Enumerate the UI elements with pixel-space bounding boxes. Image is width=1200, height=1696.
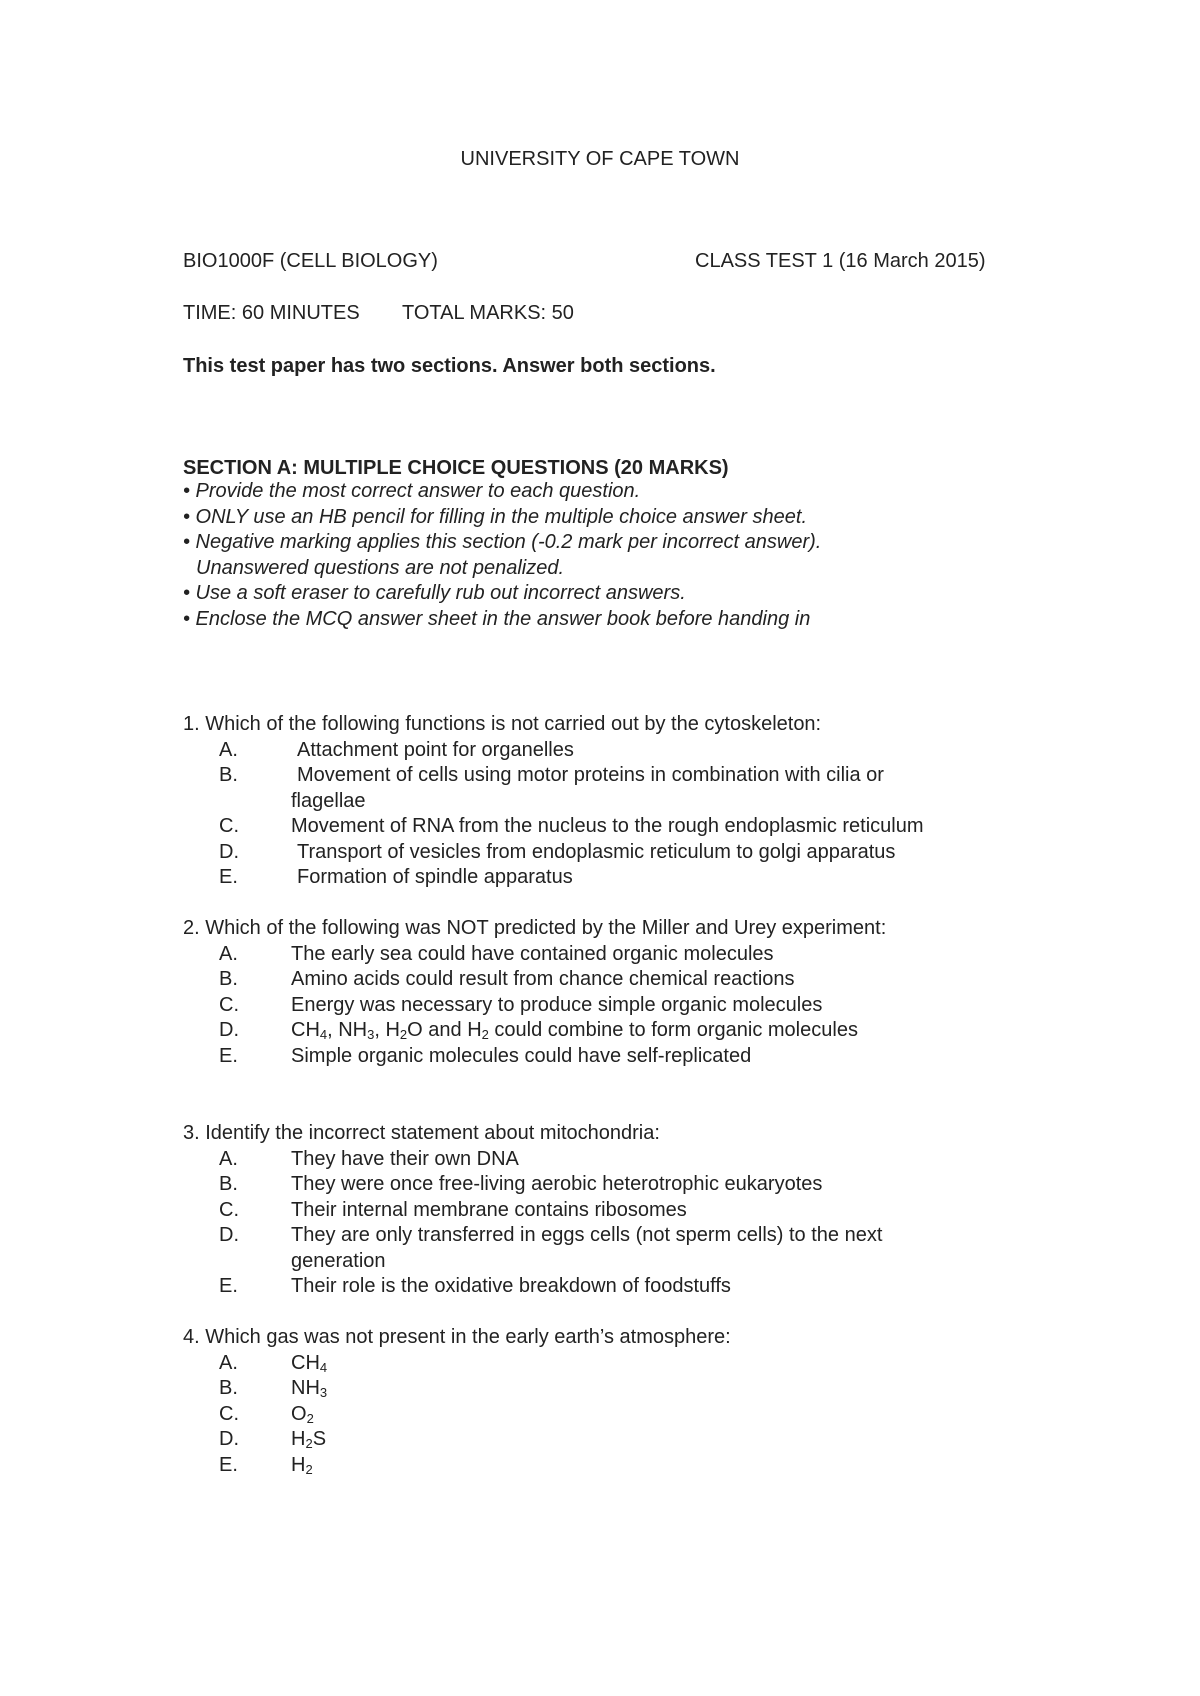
question-1	[183, 712, 1083, 891]
answer-option	[183, 1402, 1083, 1428]
option-text: Movement of cells using motor proteins in combination with cilia or	[297, 764, 884, 786]
answer-option	[183, 993, 1083, 1019]
option-letter: B.	[219, 1173, 238, 1195]
option-letter: C.	[219, 1402, 239, 1425]
formula-text: , H	[374, 1019, 400, 1041]
option-letter: B.	[219, 764, 238, 786]
formula-subscript: 2	[399, 1027, 408, 1042]
formula-text: could combine to form organic molecules	[488, 1019, 858, 1041]
university-title: UNIVERSITY OF CAPE TOWN	[460, 148, 740, 170]
formula-text: H	[291, 1453, 306, 1476]
formula-text: O	[291, 1402, 307, 1425]
option-letter: D.	[219, 1224, 239, 1246]
formula-subscript: 4	[319, 1359, 328, 1375]
option-text: Their internal membrane contains ribosomes	[291, 1198, 687, 1221]
formula-subscript: 3	[319, 1385, 328, 1400]
option-text: The early sea could have contained organic molecules	[291, 942, 774, 965]
formula-subscript: 2	[305, 1461, 313, 1477]
question-2	[183, 916, 1083, 1069]
formula-subscript: 2	[305, 1436, 313, 1451]
option-text: Formation of spindle apparatus	[297, 866, 573, 888]
answer-option	[183, 1351, 1083, 1377]
instruction-bullet: • ONLY use an HB pencil for filling in the multiple choice answer sheet.	[183, 505, 808, 528]
option-text-formula	[291, 1427, 326, 1453]
question-text: 2. Which of the following was NOT predicted by the Miller and Urey experiment:	[183, 917, 887, 939]
time-allowed: TIME: 60 MINUTES	[183, 302, 360, 324]
section-a-instructions	[183, 479, 821, 632]
formula-subscript: 2	[306, 1410, 314, 1426]
option-letter: B.	[219, 1377, 238, 1399]
option-text-continuation: flagellae	[291, 789, 366, 812]
test-instruction: This test paper has two sections. Answer both sections.	[183, 355, 716, 377]
question-text: 3. Identify the incorrect statement about mitochondria:	[183, 1122, 660, 1144]
answer-option	[183, 840, 1083, 866]
option-letter: C.	[219, 993, 239, 1016]
option-letter: C.	[219, 1198, 239, 1221]
option-text: Amino acids could result from chance chemical reactions	[291, 968, 795, 990]
answer-option	[183, 1427, 1083, 1453]
formula-text: NH	[291, 1377, 320, 1399]
formula-text: CH	[291, 1351, 320, 1374]
option-letter: C.	[219, 815, 239, 837]
answer-option-continuation	[183, 1249, 1083, 1275]
option-text-formula	[291, 1351, 327, 1377]
option-letter: D.	[219, 1019, 239, 1041]
option-letter: B.	[219, 968, 238, 990]
answer-option	[183, 1453, 1083, 1479]
option-letter: A.	[219, 1147, 238, 1170]
formula-text: CH	[291, 1019, 320, 1041]
section-a-title: SECTION A: MULTIPLE CHOICE QUESTIONS (20 MARKS)	[183, 457, 729, 479]
answer-option	[183, 1376, 1083, 1402]
option-text: Transport of vesicles from endoplasmic reticulum to golgi apparatus	[297, 840, 896, 863]
answer-option	[183, 738, 1083, 764]
answer-option	[183, 1223, 1083, 1249]
question-text: 1. Which of the following functions is not carried out by the cytoskeleton:	[183, 713, 822, 735]
formula-text: , NH	[327, 1019, 368, 1041]
formula-subscript: 4	[319, 1027, 328, 1042]
option-letter: E.	[219, 1453, 238, 1476]
answer-option	[183, 1172, 1083, 1198]
question-3	[183, 1121, 1083, 1300]
option-text: Simple organic molecules could have self-replicated	[291, 1044, 752, 1067]
total-marks: TOTAL MARKS: 50	[402, 302, 574, 324]
instruction-bullet: • Enclose the MCQ answer sheet in the answer book before handing in	[183, 607, 811, 630]
option-text: They have their own DNA	[291, 1147, 519, 1170]
course-code: BIO1000F (CELL BIOLOGY)	[183, 250, 438, 272]
test-title: CLASS TEST 1 (16 March 2015)	[695, 250, 986, 272]
option-text-formula	[291, 1018, 858, 1044]
option-letter: D.	[219, 840, 239, 863]
formula-text: O and H	[407, 1019, 482, 1041]
option-text: Attachment point for organelles	[297, 738, 574, 761]
question-4	[183, 1325, 1083, 1478]
instruction-bullet-continuation: Unanswered questions are not penalized.	[196, 556, 565, 579]
option-letter: E.	[219, 866, 238, 888]
answer-option	[183, 1147, 1083, 1173]
option-letter: A.	[219, 738, 238, 761]
option-text-formula	[291, 1402, 314, 1428]
option-text: Movement of RNA from the nucleus to the rough endoplasmic reticulum	[291, 815, 924, 837]
option-text-formula	[291, 1376, 327, 1402]
option-letter: D.	[219, 1428, 239, 1450]
option-text: Energy was necessary to produce simple organic molecules	[291, 993, 823, 1016]
formula-subscript: 3	[367, 1027, 375, 1042]
question-text: 4. Which gas was not present in the early earth’s atmosphere:	[183, 1326, 731, 1348]
answer-option	[183, 1044, 1083, 1070]
option-letter: A.	[219, 942, 238, 965]
answer-option	[183, 967, 1083, 993]
option-letter: E.	[219, 1044, 238, 1067]
instruction-bullet: • Negative marking applies this section (-0.2 mark per incorrect answer).	[183, 531, 822, 553]
answer-option	[183, 1018, 1083, 1044]
option-text: They were once free-living aerobic heterotrophic eukaryotes	[291, 1173, 823, 1195]
instruction-bullet: • Provide the most correct answer to each question.	[183, 480, 641, 502]
instruction-bullet: • Use a soft eraser to carefully rub out incorrect answers.	[183, 582, 686, 604]
answer-option	[183, 763, 1083, 789]
formula-text: S	[312, 1428, 327, 1450]
answer-option	[183, 1198, 1083, 1224]
formula-text: H	[291, 1428, 306, 1450]
option-text: Their role is the oxidative breakdown of foodstuffs	[291, 1275, 731, 1297]
option-text-continuation: generation	[291, 1249, 386, 1272]
option-letter: E.	[219, 1275, 238, 1297]
option-text-formula	[291, 1453, 313, 1479]
formula-subscript: 2	[481, 1027, 489, 1042]
option-letter: A.	[219, 1351, 238, 1374]
answer-option	[183, 942, 1083, 968]
answer-option	[183, 1274, 1083, 1300]
answer-option	[183, 865, 1083, 891]
option-text: They are only transferred in eggs cells (not sperm cells) to the next	[291, 1224, 883, 1246]
answer-option	[183, 814, 1083, 840]
answer-option-continuation	[183, 789, 1083, 815]
